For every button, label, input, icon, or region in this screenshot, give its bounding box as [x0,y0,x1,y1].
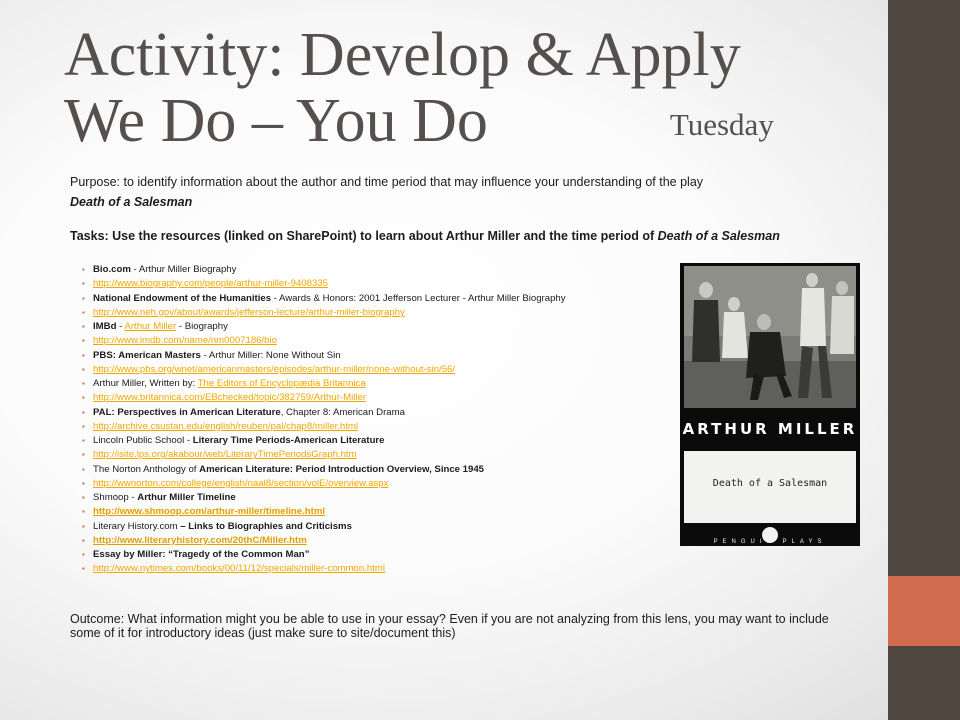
resource-item [82,377,682,391]
outcome-paragraph: Outcome: What information might you be able to use in your essay? Even if you are not analyzing from this lens, you may want to include some of it for introductory ideas (just make sure to site/document this) [70,612,829,640]
bullet-icon: ▪ [82,336,85,346]
side-accent-block [888,576,960,646]
resource-description: Shmoop - [93,492,138,503]
resource-description: Lincoln Public School - [93,435,193,446]
resource-url-link[interactable]: http://archive.csustan.edu/english/reuben/pal/chap8/miller.html [93,420,359,432]
resource-source: PAL: Perspectives in American Literature [93,406,281,418]
resource-description: - Arthur Miller: None Without Sin [200,349,341,361]
resource-source: Arthur Miller Timeline [137,492,236,503]
resource-item [82,491,682,505]
resource-url-link[interactable]: http://www.literaryhistory.com/20thC/Miller.htm [93,534,307,546]
resource-url-link[interactable]: http://www.britannica.com/EBchecked/topic/382759/Arthur-Miller [93,392,367,404]
bullet-icon: ▪ [82,521,85,531]
bullet-icon: ▪ [82,293,85,303]
cover-photo [684,266,856,408]
resource-item [82,548,682,562]
cover-publisher-label: PENGUIN PLAYS [713,539,827,545]
bullet-icon: ▪ [82,421,85,431]
resource-url-link[interactable]: http://www.nytimes.com/books/00/11/12/specials/miller-common.html [93,563,386,575]
bullet-icon: ▪ [82,364,85,374]
resource-link-item[interactable] [82,420,682,434]
purpose-play-title: Death of a Salesman [70,195,193,209]
tasks-heading [70,229,830,243]
resource-source: Bio.com [93,264,131,275]
bullet-icon: ▪ [82,322,85,331]
bullet-icon: ▪ [82,436,85,445]
bullet-icon: ▪ [82,464,85,474]
resource-link-item[interactable] [82,306,682,320]
resource-link-item[interactable] [82,391,682,405]
bullet-icon: ▪ [82,379,85,388]
resource-url-link[interactable]: http://www.neh.gov/about/awards/jefferson-lecture/arthur-miller-biography [93,306,405,318]
cover-publisher [680,527,860,543]
resource-link-item[interactable] [82,562,682,576]
resource-url-link[interactable]: http://www.imdb.com/name/nm0007186/bio [93,335,277,347]
resource-description-tail: - Biography [176,321,228,332]
title-line-1: Activity: Develop & Apply [64,21,741,89]
resource-source: Literary Time Periods-American Literature [192,435,385,446]
resource-source: PBS: American Masters [93,349,201,361]
resource-description: Arthur Miller, Written by: [93,378,198,389]
purpose-paragraph [70,172,870,212]
bullet-icon: ▪ [82,407,85,417]
resource-source: IMBd [93,321,117,332]
bullet-icon: ▪ [82,493,85,502]
resource-description: - Awards & Honors: 2001 Jefferson Lecturer - Arthur Miller Biography [271,292,566,304]
resource-url-link[interactable]: http://wwnorton.com/college/english/naal8/section/volE/overview.aspx [93,477,389,489]
resource-item [82,292,682,306]
resource-source: National Endowment of the Humanities [93,292,272,304]
title-line-2 [64,88,864,158]
bullet-icon: ▪ [82,507,85,517]
resource-description: , Chapter 8: American Drama [280,406,405,418]
resource-item [82,263,682,277]
resource-url-link[interactable]: http://isite.lps.org/akabour/web/LiteraryTimePeriodsGraph.htm [93,449,357,461]
resource-item [82,434,682,448]
resource-url-link[interactable]: http://www.shmoop.com/arthur-miller/timeline.html [93,506,326,518]
resource-link-item[interactable] [82,534,682,548]
tasks-play-title: Death of a Salesman [657,229,780,243]
resource-link-item[interactable] [82,334,682,348]
cover-title-box [684,451,856,523]
bullet-icon: ▪ [82,564,85,574]
resource-link-item[interactable] [82,363,682,377]
resource-inline-link[interactable]: Arthur Miller [124,321,177,332]
slide-title [64,22,864,158]
bullet-icon: ▪ [82,535,85,545]
resource-url-link[interactable]: http://www.pbs.org/wnet/americanmasters/episodes/arthur-miller/none-without-sin/56/ [93,363,456,375]
resource-link-item[interactable] [82,477,682,491]
bullet-icon: ▪ [82,265,85,274]
resource-link-item[interactable] [82,505,682,519]
resource-item [82,320,682,334]
resource-list [82,263,682,577]
resource-source: Essay by Miller: “Tragedy of the Common Man” [93,549,310,560]
resource-description: - [116,321,125,332]
resource-item [82,463,682,477]
bullet-icon: ▪ [82,307,85,317]
resource-description: The Norton Anthology of [93,463,200,475]
bullet-icon: ▪ [82,350,85,360]
resource-link-item[interactable] [82,277,682,291]
resource-description: - Arthur Miller Biography [130,264,237,275]
bullet-icon: ▪ [82,279,85,289]
resource-description: Literary History.com [93,520,181,532]
cover-title: Death of a Salesman [712,478,828,489]
bullet-icon: ▪ [82,450,85,460]
title-we-do-you-do: We Do – You Do [64,87,488,155]
bullet-icon: ▪ [82,393,85,403]
resource-source: American Literature: Period Introduction Overview, Since 1945 [199,463,485,475]
bullet-icon: ▪ [82,478,85,488]
title-day: Tuesday [669,107,774,142]
resource-item [82,520,682,534]
book-cover-image [680,263,860,546]
resource-link-item[interactable] [82,448,682,462]
resource-inline-link[interactable]: The Editors of Encyclopædia Britannica [197,378,366,389]
cover-author: ARTHUR MILLER [682,420,858,438]
resource-source: – Links to Biographies and Criticisms [180,520,352,532]
purpose-text: Purpose: to identify information about the author and time period that may influence your understanding of the play [70,175,704,189]
tasks-text: Tasks: Use the resources (linked on SharePoint) to learn about Arthur Miller and the time period of [70,229,655,243]
resource-item [82,349,682,363]
resource-item [82,406,682,420]
resource-url-link[interactable]: http://www.biography.com/people/arthur-miller-9408335 [93,278,328,290]
bullet-icon: ▪ [82,550,85,559]
